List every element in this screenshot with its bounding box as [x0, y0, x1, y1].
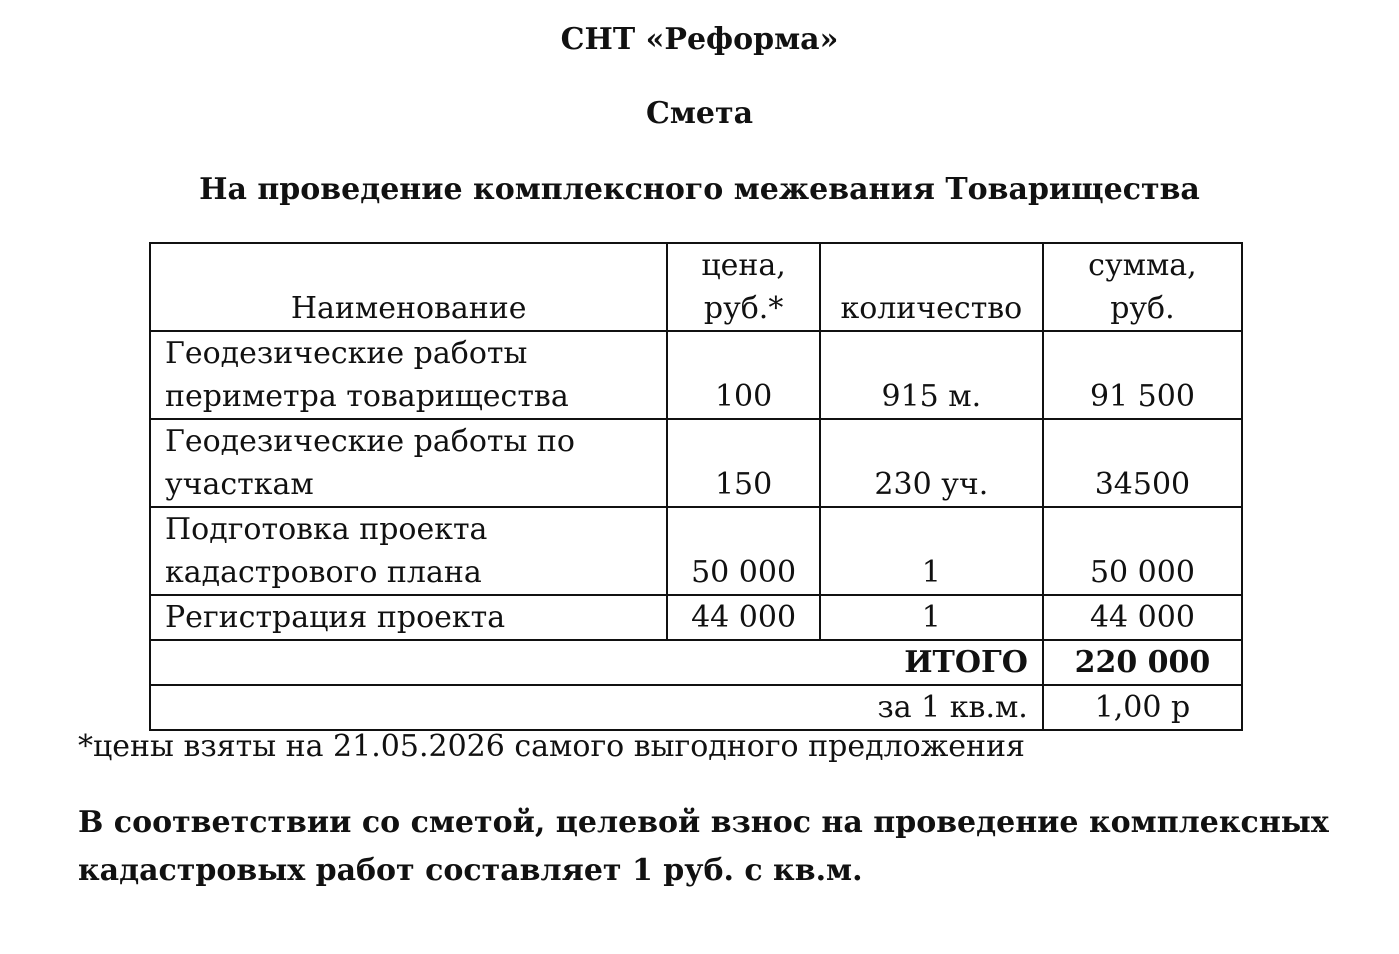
row-name	[150, 419, 667, 507]
row-name-line1: Геодезические работы	[165, 336, 528, 371]
header-name-label: Наименование	[290, 291, 527, 326]
conclusion-paragraph	[78, 799, 1328, 895]
row-name-line1: Подготовка проекта	[165, 512, 488, 547]
header-price-line1: цена,	[701, 248, 786, 283]
header-price-line2: руб.*	[703, 291, 784, 326]
row-price: 50 000	[667, 507, 819, 595]
per-unit-label: за 1 кв.м.	[150, 685, 1043, 730]
row-quantity: 1	[820, 595, 1043, 640]
row-sum: 34500	[1043, 419, 1242, 507]
document-title: Смета	[645, 96, 754, 131]
row-name-line2: кадастрового плана	[165, 555, 482, 590]
row-name	[150, 331, 667, 419]
total-label: ИТОГО	[150, 640, 1043, 685]
table-header-row	[150, 243, 1242, 331]
header-sum-line2: руб.	[1110, 291, 1175, 326]
header-price	[667, 243, 819, 331]
row-sum: 91 500	[1043, 331, 1242, 419]
total-value: 220 000	[1043, 640, 1242, 685]
per-unit-value: 1,00 р	[1043, 685, 1242, 730]
table-row	[150, 419, 1242, 507]
row-sum: 44 000	[1043, 595, 1242, 640]
row-name-line1: Геодезические работы по	[165, 424, 575, 459]
header-sum	[1043, 243, 1242, 331]
row-name: Регистрация проекта	[150, 595, 667, 640]
row-price: 100	[667, 331, 819, 419]
row-name-line2: периметра товарищества	[165, 379, 569, 414]
row-sum: 50 000	[1043, 507, 1242, 595]
total-row	[150, 640, 1242, 685]
header-sum-line1: сумма,	[1088, 248, 1197, 283]
row-price: 44 000	[667, 595, 819, 640]
per-unit-row	[150, 685, 1242, 730]
estimate-table	[149, 242, 1243, 731]
header-quantity	[820, 243, 1043, 331]
header-quantity-label: количество	[840, 291, 1023, 326]
table-row	[150, 507, 1242, 595]
organization-name: СНТ «Реформа»	[560, 22, 839, 57]
header-name	[150, 243, 667, 331]
row-quantity: 230 уч.	[820, 419, 1043, 507]
table-row	[150, 331, 1242, 419]
price-footnote: *цены взяты на 21.05.2026 самого выгодного предложения	[78, 729, 1025, 764]
row-name	[150, 507, 667, 595]
document-subtitle: На проведение комплексного межевания Товарищества	[199, 172, 1200, 207]
row-quantity: 915 м.	[820, 331, 1043, 419]
conclusion-line2: кадастровых работ составляет 1 руб. с кв.м.	[78, 853, 863, 888]
conclusion-line1: В соответствии со сметой, целевой взнос на проведение комплексных	[78, 805, 1329, 840]
table-row	[150, 595, 1242, 640]
row-quantity: 1	[820, 507, 1043, 595]
row-name-line2: участкам	[165, 467, 314, 502]
row-price: 150	[667, 419, 819, 507]
